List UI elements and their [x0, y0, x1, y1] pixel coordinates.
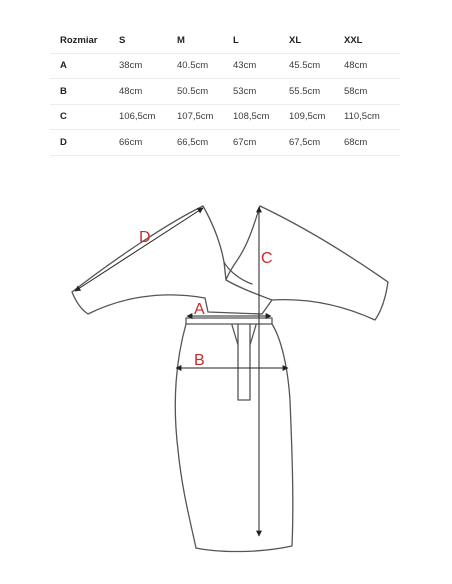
table-row: [50, 79, 400, 105]
table-cell: 106,5cm: [119, 104, 177, 130]
belt-tie: [232, 324, 256, 400]
label-c: C: [261, 250, 273, 267]
label-b: B: [194, 352, 205, 369]
table-cell: 108,5cm: [233, 104, 289, 130]
table-row: [50, 104, 400, 130]
table-cell: 40.5cm: [177, 53, 233, 79]
row-label: A: [50, 53, 119, 79]
table-cell: 66,5cm: [177, 130, 233, 156]
table-cell: 110,5cm: [344, 104, 400, 130]
table-cell: 107,5cm: [177, 104, 233, 130]
table-row: [50, 53, 400, 79]
table-cell: 45.5cm: [289, 53, 344, 79]
table-cell: 53cm: [233, 79, 289, 105]
row-label: D: [50, 130, 119, 156]
skirt: [175, 324, 293, 552]
dress-outline: [72, 206, 388, 552]
table-cell: 66cm: [119, 130, 177, 156]
header-s: S: [119, 28, 177, 53]
table-cell: 48cm: [344, 53, 400, 79]
table-cell: 67,5cm: [289, 130, 344, 156]
table-cell: 68cm: [344, 130, 400, 156]
table-header-row: [50, 28, 400, 53]
label-d: D: [139, 229, 151, 246]
measure-line-d: [75, 208, 203, 291]
row-label: B: [50, 79, 119, 105]
table-cell: 50.5cm: [177, 79, 233, 105]
header-size: Rozmiar: [50, 28, 119, 53]
header-l: L: [233, 28, 289, 53]
table-cell: 58cm: [344, 79, 400, 105]
header-xl: XL: [289, 28, 344, 53]
table-cell: 55.5cm: [289, 79, 344, 105]
header-xxl: XXL: [344, 28, 400, 53]
size-chart-table: [50, 28, 400, 156]
table-cell: 43cm: [233, 53, 289, 79]
table-cell: 38cm: [119, 53, 177, 79]
table-cell: 48cm: [119, 79, 177, 105]
left-sleeve: [72, 206, 205, 314]
measurement-lines: [75, 207, 288, 536]
table-row: [50, 130, 400, 156]
table-cell: 67cm: [233, 130, 289, 156]
label-a: A: [194, 301, 205, 318]
dress-measurement-diagram: [0, 190, 452, 570]
row-label: C: [50, 104, 119, 130]
right-sleeve: [260, 206, 388, 320]
table-cell: 109,5cm: [289, 104, 344, 130]
header-m: M: [177, 28, 233, 53]
